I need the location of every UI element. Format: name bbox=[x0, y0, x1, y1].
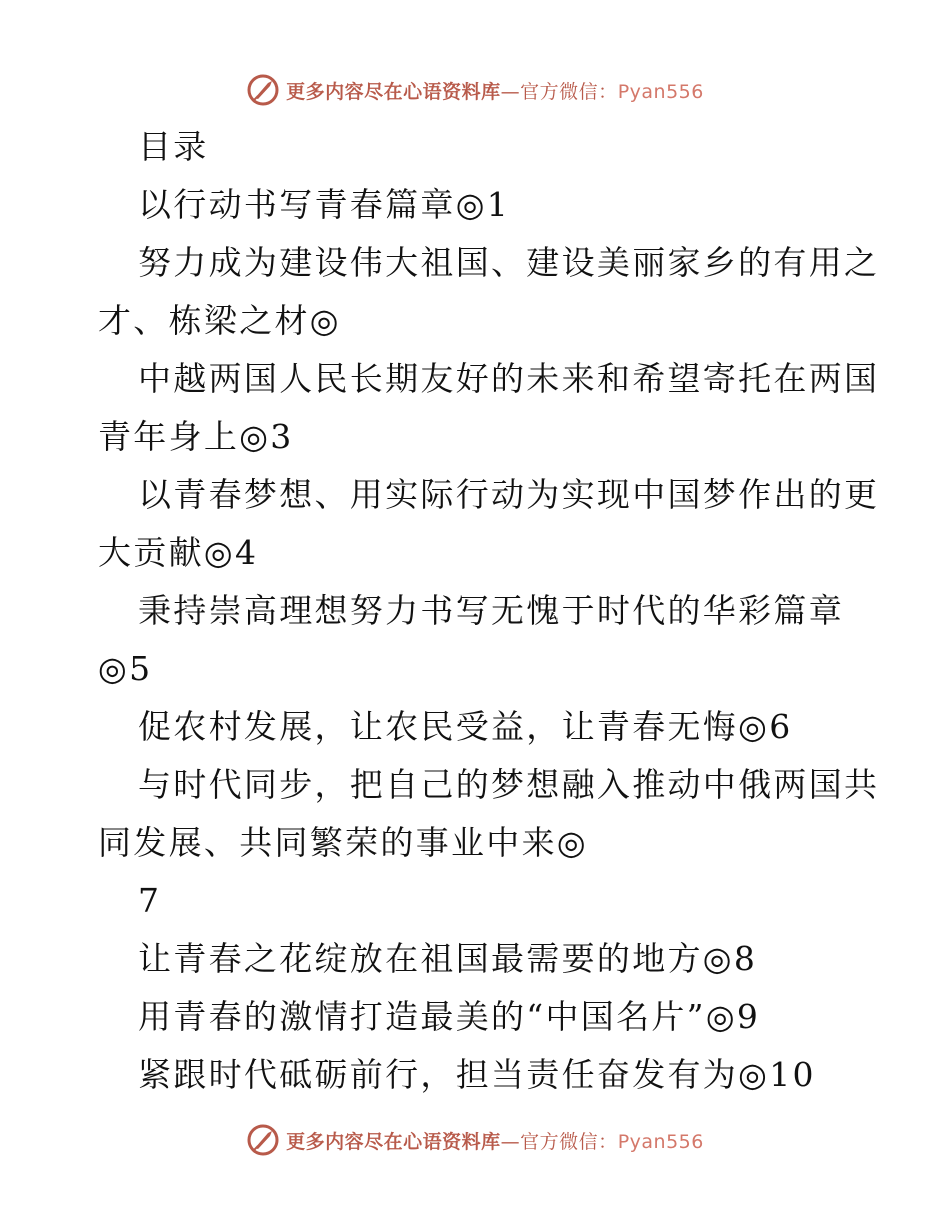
toc-entry: 紧跟时代砥砺前行，担当责任奋发有为◎10 bbox=[138, 1055, 816, 1094]
footer-separator: — bbox=[500, 1130, 521, 1153]
feather-pen-icon bbox=[246, 73, 280, 107]
table-of-contents bbox=[98, 118, 880, 1104]
toc-entry-continuation: 大贡献◎4 bbox=[98, 533, 259, 572]
toc-entry: 中越两国人民长期友好的未来和希望寄托在两国 bbox=[138, 359, 880, 398]
toc-entry-continuation: 才、栋梁之材◎ bbox=[98, 301, 341, 340]
page-header-banner bbox=[0, 70, 950, 110]
footer-brand-text: 更多内容尽在心语资料库 bbox=[286, 1130, 501, 1153]
toc-entry: 让青春之花绽放在祖国最需要的地方◎8 bbox=[138, 939, 758, 978]
toc-entry-continuation: 青年身上◎3 bbox=[98, 417, 294, 456]
toc-entry-continuation: ◎5 bbox=[98, 649, 153, 688]
footer-wechat-label: 官方微信： bbox=[520, 1130, 618, 1153]
toc-entry: 用青春的激情打造最美的“中国名片”◎9 bbox=[138, 997, 761, 1036]
feather-pen-icon bbox=[246, 1123, 280, 1157]
toc-entry: 以青春梦想、用实际行动为实现中国梦作出的更 bbox=[138, 475, 880, 514]
footer-wechat-id: Pyan556 bbox=[617, 1130, 704, 1153]
header-wechat-id: Pyan556 bbox=[617, 80, 704, 103]
header-brand-text: 更多内容尽在心语资料库 bbox=[286, 80, 501, 103]
toc-title: 目录 bbox=[138, 127, 209, 166]
header-separator: — bbox=[500, 80, 521, 103]
header-wechat-label: 官方微信： bbox=[520, 80, 618, 103]
toc-entry: 与时代同步，把自己的梦想融入推动中俄两国共 bbox=[138, 765, 880, 804]
toc-entry: 努力成为建设伟大祖国、建设美丽家乡的有用之 bbox=[138, 243, 880, 282]
toc-entry: 以行动书写青春篇章◎1 bbox=[138, 185, 511, 224]
toc-entry-continuation: 同发展、共同繁荣的事业中来◎ bbox=[98, 823, 588, 862]
page-footer-banner bbox=[0, 1120, 950, 1160]
toc-entry: 促农村发展，让农民受益，让青春无悔◎6 bbox=[138, 707, 793, 746]
toc-entry: 秉持崇高理想努力书写无愧于时代的华彩篇章 bbox=[138, 591, 844, 630]
toc-entry-page-number: 7 bbox=[138, 881, 162, 920]
